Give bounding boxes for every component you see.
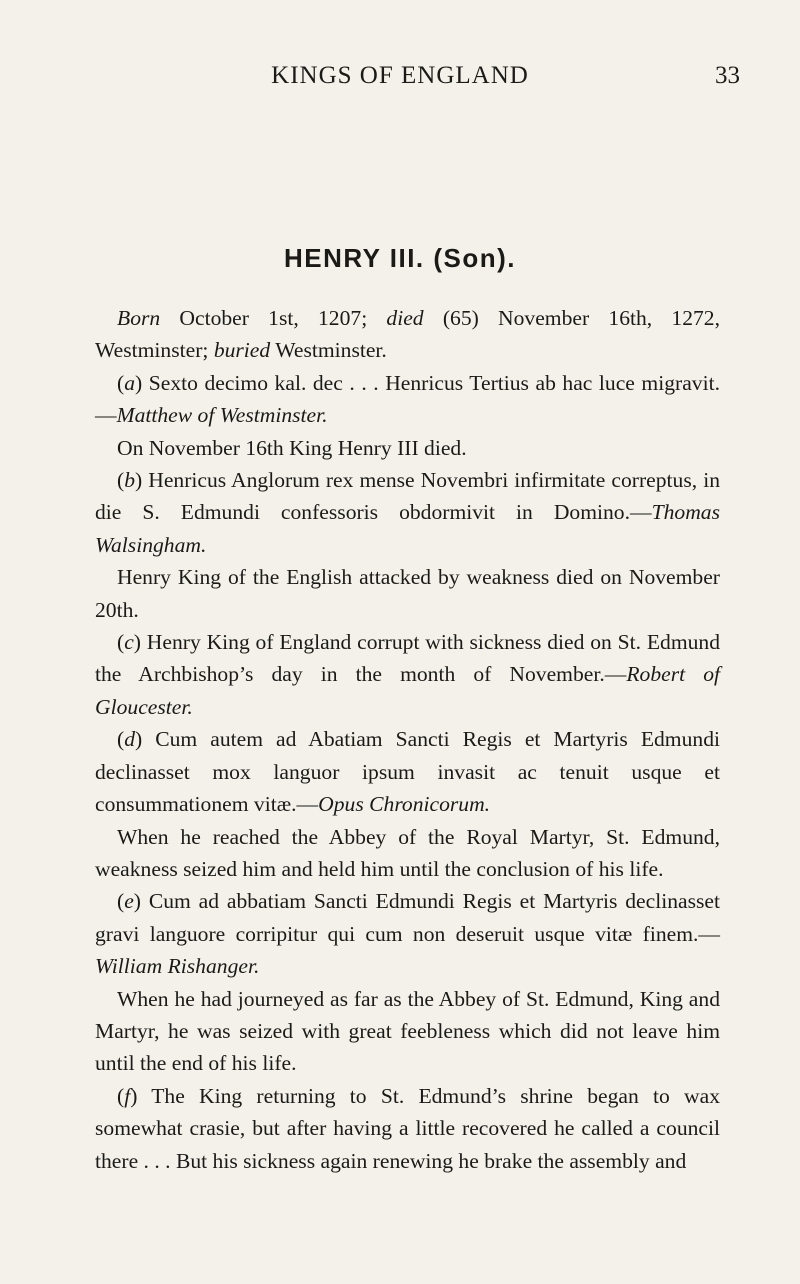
biographical-intro bbox=[95, 302, 720, 367]
entry-source: Thomas Walsingham. bbox=[95, 500, 720, 557]
running-head-title: KINGS OF ENGLAND bbox=[271, 62, 529, 89]
entry-e: (e) Cum ad abbatiam Sancti Edmundi Regis et Martyris declinasset gravi languore corripitur qui cum non deseruit usque vitæ finem.—William Rishanger. bbox=[95, 889, 720, 979]
entry-d: (d) Cum autem ad Abatiam Sancti Regis et Martyris Edmundi declinasset mox languor ipsum invasit ac tenuit usque et consummationem vitæ.—Opus Chronicorum. bbox=[95, 727, 720, 817]
entry-e-translation: When he had journeyed as far as the Abbey of St. Edmund, King and Martyr, he was seized with great feebleness which did not leave him until the end of his life. bbox=[95, 986, 720, 1076]
entry-b-translation: Henry King of the English attacked by weakness died on November 20th. bbox=[95, 565, 720, 622]
entry-quote: Cum autem ad Abatiam Sancti Regis et Martyris Edmundi declinasset mox languor ipsum invasit ac tenuit usque et consummationem vitæ.— bbox=[95, 727, 720, 817]
entry-source: Opus Chronicorum. bbox=[318, 792, 491, 817]
entry-c: (c) Henry King of England corrupt with sickness died on St. Edmund the Archbishop’s day in the month of November.—Robert of Gloucester. bbox=[95, 630, 721, 719]
entry-quote: Henricus Anglorum rex mense Novembri infirmitate correptus, in die S. Edmundi confessoris obdormivit in Domino.— bbox=[95, 468, 720, 525]
entry-quote: The King returning to St. Edmund’s shrine began to wax somewhat crasie, but after having a little recovered he called a council there . . . But his sickness again renewing he brake the assembly and bbox=[95, 1083, 720, 1173]
entry-quote: Sexto decimo kal. dec . . . Henricus Tertius ab hac luce migravit.— bbox=[95, 370, 720, 428]
running-head bbox=[0, 62, 800, 92]
entry-source: Robert of Gloucester. bbox=[95, 662, 721, 719]
entry-marker: b bbox=[124, 468, 135, 493]
entry-f: (f) The King returning to St. Edmund’s shrine began to wax somewhat crasie, but after having a little recovered he called a council there . . . But his sickness again renewing he brake the assembly and bbox=[95, 1083, 720, 1173]
page-number: 33 bbox=[715, 62, 740, 89]
entry-quote: Henry King of England corrupt with sickness died on St. Edmund the Archbishop’s day in the month of November.— bbox=[95, 630, 721, 687]
entry-quote: Cum ad abbatiam Sancti Edmundi Regis et Martyris declinasset gravi languore corripitur qui cum non deseruit usque vitæ finem.— bbox=[95, 889, 720, 946]
died-label: died bbox=[386, 306, 424, 330]
entry-source: Matthew of Westminster. bbox=[116, 403, 328, 428]
entry-b: (b) Henricus Anglorum rex mense Novembri infirmitate correptus, in die S. Edmundi confessoris obdormivit in Domino.—Thomas Walsingham. bbox=[95, 468, 720, 557]
died-text: (65) November 16th, 1272, Westminster; bbox=[95, 306, 720, 363]
entry-marker: c bbox=[124, 630, 134, 655]
entry-d-translation: When he reached the Abbey of the Royal Martyr, St. Edmund, weakness seized him and held him until the conclusion of his life. bbox=[95, 824, 720, 881]
page-body bbox=[95, 302, 720, 1177]
born-label: Born bbox=[117, 306, 161, 330]
born-text: October 1st, 1207; bbox=[160, 306, 387, 330]
buried-label: buried bbox=[213, 338, 271, 363]
entry-marker: e bbox=[124, 889, 134, 914]
entry-marker: f bbox=[124, 1083, 131, 1108]
entry-marker: a bbox=[124, 370, 135, 395]
entry-source: William Rishanger. bbox=[95, 954, 260, 979]
section-heading: HENRY III. (Son). bbox=[283, 243, 517, 273]
buried-text: Westminster. bbox=[270, 338, 387, 363]
entry-a-translation: On November 16th King Henry III died. bbox=[117, 435, 467, 460]
entry-a: (a) Sexto decimo kal. dec . . . Henricus Tertius ab hac luce migravit.—Matthew of Westminster. bbox=[95, 370, 720, 428]
entry-marker: d bbox=[124, 727, 135, 752]
